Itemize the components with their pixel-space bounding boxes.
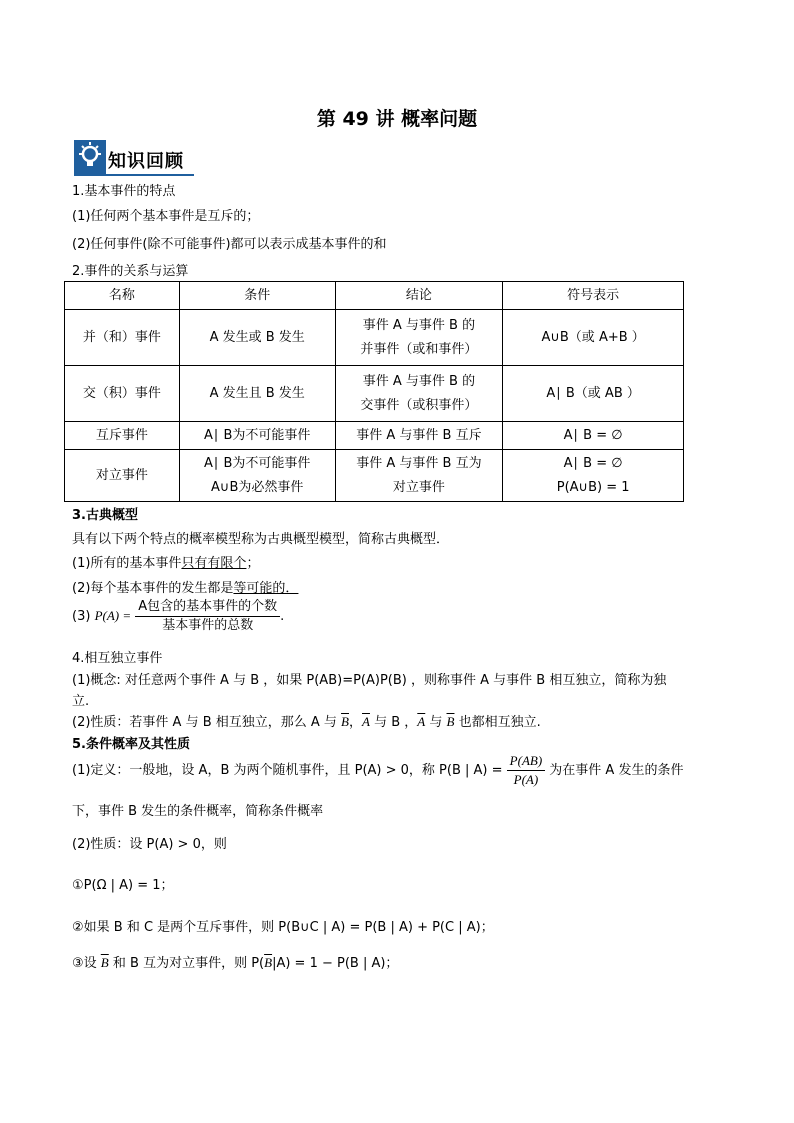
s2-heading: 2.事件的关系与运算 [72,264,189,279]
s5-c1: ①P(Ω | A) = 1； [72,878,174,893]
table-header: 条件 [179,282,335,310]
s4-p2-c: ， [349,715,363,730]
table-cell-line: P(A∪B) = 1 [556,479,630,495]
fraction-numerator: A包含的基本事件的个数 [135,598,280,617]
table-cell-line: 交事件（或积事件） [360,397,478,413]
table-header: 结论 [335,282,503,310]
event-relations-table [64,281,684,502]
table-cell [335,366,503,422]
table-cell-line: 并事件（或和事件） [360,341,478,357]
s1-heading: 1.基本事件的特点 [72,184,176,199]
s4-p2-h: $\overline{B}$ [446,714,455,729]
s5-def-line2: 下，事件 B 发生的条件概率，简称条件概率 [72,804,324,819]
table-cell: A∣ B为不可能事件 [179,422,335,450]
fraction-denominator: 基本事件的总数 [162,618,254,633]
table-cell: 并（和）事件 [65,310,180,366]
s4-p2 [72,711,541,730]
s4-p2-e: 与 B ， [369,715,418,730]
s3-p3-lhs: P(A) = [94,608,132,623]
table-cell: A∪B（或 A+B ） [503,310,684,366]
s3-p3-formula [72,598,284,635]
lightbulb-icon [74,140,106,174]
section-badge-underline [74,174,194,176]
table-cell: A 发生或 B 发生 [179,310,335,366]
s5-c3-e: |A) = 1 − P(B | A)； [272,956,399,971]
table-cell: A∣ B = ∅ [503,422,684,450]
table-cell: A∣ B（或 AB ） [503,366,684,422]
s3-p2-prefix: (2)每个基本事件的发生都是 [72,581,234,596]
table-cell [179,450,335,502]
s4-p2-i: 也都相互独立. [454,715,541,730]
s3-p1-prefix: (1)所有的基本事件 [72,556,182,571]
s5-property: (2)性质：设 P(A) > 0，则 [72,837,227,852]
s3-p1 [72,552,259,571]
s3-p2-emphasis: 等可能的． [233,581,299,596]
table-cell [335,310,503,366]
s5-c3-a: ③设 [72,956,101,971]
s5-def-fraction [507,752,545,789]
s3-p2 [72,577,298,596]
s5-c2: ②如果 B 和 C 是两个互斥事件，则 P(B∪C | A) = P(B | A) + P(C | A)； [72,920,494,935]
s3-p3-prefix: (3) [72,609,91,624]
s1-p1: (1)任何两个基本事件是互斥的； [72,209,260,224]
s5-def-b: 为在事件 A 发生的条件 [549,763,684,778]
table-cell: 事件 A 与事件 B 互斥 [335,422,503,450]
table-cell-line: 事件 A 与事件 B 的 [362,373,476,389]
s5-c3-d: $\overline{B}$ [264,955,273,970]
table-cell: 互斥事件 [65,422,180,450]
s4-p2-d: $\overline{A}$ [362,714,370,729]
s4-heading: 4.相互独立事件 [72,651,163,666]
fraction-denominator: P(A) [513,772,539,787]
table-cell-line: A∣ B为不可能事件 [203,455,311,471]
table-cell-line: A∪B为必然事件 [211,479,304,495]
table-cell-line: 对立事件 [392,479,445,495]
s5-def-a: (1)定义：一般地，设 A，B 为两个随机事件，且 P(A) > 0，称 P(B | A) = [72,763,503,778]
s3-p3-suffix: . [280,609,285,624]
s5-c3-c: 和 B 互为对立事件，则 P( [108,956,265,971]
table-row [65,310,684,366]
s4-p2-f: $\overline{A}$ [417,714,426,729]
section-badge-label: 知识回顾 [108,151,184,172]
s5-c3-b: $\overline{B}$ [100,955,109,970]
table-cell: 对立事件 [65,450,180,502]
s5-definition [72,752,683,789]
table-cell [503,450,684,502]
table-row [65,422,684,450]
table-cell-line: 事件 A 与事件 B 的 [362,317,476,333]
s4-p2-a: (2)性质：若事件 A 与 B 相互独立，那么 A 与 [72,715,342,730]
s4-p1-line2: 立. [72,694,90,709]
table-cell-line: 事件 A 与事件 B 互为 [356,455,482,471]
s3-p3-fraction [135,598,280,635]
s4-p1-line1: (1)概念: 对任意两个事件 A 与 B ，如果 P(AB)=P(A)P(B) ，则称事件 A 与事件 B 相互独立，简称为独 [72,673,667,688]
s4-p2-g: 与 [425,715,447,730]
table-row [65,366,684,422]
table-cell: A 发生且 B 发生 [179,366,335,422]
s3-heading: 3.古典概型 [72,508,138,523]
s1-p2: (2)任何事件(除不可能事件)都可以表示成基本事件的和 [72,237,387,252]
page-title: 第 49 讲 概率问题 [316,108,478,130]
s4-p2-b: $\overline{B}$ [341,714,349,729]
table-cell [335,450,503,502]
s5-heading: 5.条件概率及其性质 [72,737,190,752]
table-header-row [65,282,684,310]
fraction-numerator: P(AB) [507,752,545,771]
table-header: 符号表示 [503,282,684,310]
s3-p1-emphasis: 只有有限个 [181,556,247,571]
table-header: 名称 [65,282,180,310]
s3-p1-suffix: ； [246,556,260,571]
s3-intro: 具有以下两个特点的概率模型称为古典概型模型，简称古典概型． [72,532,450,547]
table-cell: 交（积）事件 [65,366,180,422]
s5-c3 [72,952,398,971]
table-cell-line: A∣ B = ∅ [563,455,623,471]
table-row [65,450,684,502]
